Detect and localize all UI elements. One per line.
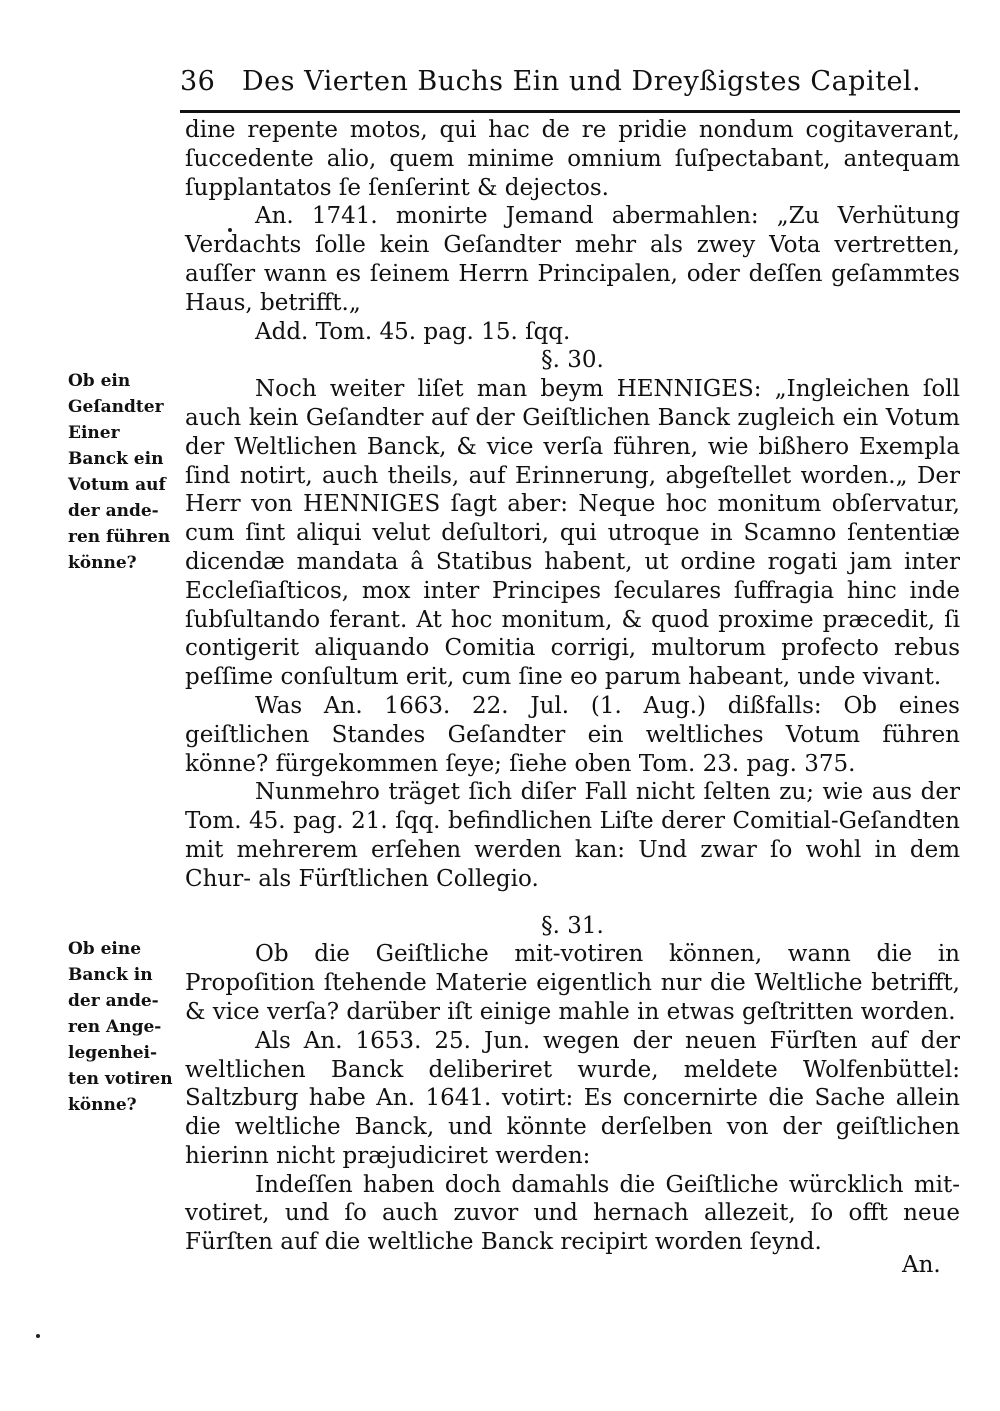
running-header <box>180 66 922 97</box>
paragraph-1653: Als An. 1653. 25. Jun. wegen der neuen Fürſten auf der weltlichen Banck deliberiret wurde, meldete Wolfenbüttel: Saltzburg habe An. 1641. votirt: Es concernirte die Sache allein die weltliche Banck, und könnte derſelben von der geiſtlichen hierinn nicht præjudiciret werden: <box>185 1027 960 1169</box>
running-title: Des Vierten Buchs Ein und Dreyßigstes Capitel. <box>242 66 922 97</box>
header-rule <box>180 110 960 113</box>
paragraph-addendum: Add. Tom. 45. pag. 15. ſqq. <box>255 318 571 345</box>
paragraph-question: Ob die Geiſtliche mit-votiren können, wann die in Propoſition ſtehende Materie eigentlich nur die Weltliche betrifft, & vice verſa? darüber iſt einige mahle in etwas geſtritten worden. <box>185 941 960 1025</box>
ink-speck <box>36 1334 40 1338</box>
paragraph-continuation: dine repente motos, qui hac de re pridie nondum cogitaverant, ſuccedente alio, quem minime omnium ſuſpectabant, antequam ſupplantatos ſe ſenſerint & dejectos. <box>185 117 960 201</box>
section-gap <box>185 894 960 912</box>
page-number: 36 <box>180 66 216 97</box>
paragraph-1663: Was An. 1663. 22. Jul. (1. Aug.) dißfalls: Ob eines geiſtlichen Standes Geſandter ein weltliches Votum führen könne? fürgekommen ſeye; ſiehe oben Tom. 23. pag. 375. <box>185 692 960 777</box>
paragraph-henniges: Noch weiter liſet man beym HENNIGES: „Ingleichen ſoll auch kein Geſandter auf der Geiſtlichen Banck zugleich ein Votum der Weltlichen Banck, & vice verſa führen, wie bißhero Exempla ſind notirt, auch theils, auf Erinnerung, abgeſtellet worden.„ Der Herr von HENNIGES ſagt aber: Neque hoc monitum obſervatur, cum ſint aliqui velut deſultori, qui utroque in Scamno ſententiæ dicendæ mandata â Statibus habent, ut ordine rogati jam inter Eccleſiaſticos, mox inter Principes ſeculares ſuffragia hinc inde ſubſultando ferant. At hoc monitum, & quod proxime præcedit, ſi contigerit aliquando Comitia corrigi, multorum profecto rebus peſſime conſultum erit, cum ſine eo parum habeant, unde vivant. <box>185 376 960 691</box>
main-text <box>185 116 960 1257</box>
ink-speck <box>228 228 232 232</box>
paragraph-indessen: Indeſſen haben doch damahls die Geiſtliche würcklich mit-votiret, und ſo auch zuvor und hernach allezeit, ſo offt neue Fürſten auf die weltliche Banck recipirt worden ſeynd. <box>185 1171 960 1256</box>
margin-note-2: Ob eine Banck in der ande- ren Ange- legenhei- ten votiren könne? <box>68 939 173 1115</box>
paragraph-1741: An. 1741. monirte Jemand abermahlen: „Zu Verhütung Verdachts ſolle kein Geſandter mehr als zwey Vota vertretten, auſſer wann es ſeinem Herrn Principalen, oder deſſen geſammtes Haus, betrifft.„ <box>185 203 960 316</box>
section-heading-31: §. 31. <box>541 912 604 939</box>
margin-note-1: Ob ein Geſandter Einer Banck ein Votum auf der ande- ren führen könne? <box>68 371 171 573</box>
paragraph-nunmehro: Nunmehro träget ſich diſer Fall nicht ſelten zu; wie aus der Tom. 45. pag. 21. ſqq. befindlichen Liſte derer Comitial-Geſandten mit mehrerem erſehen werden kan: Und zwar ſo wohl in dem Chur- als Fürſtlichen Collegio. <box>185 779 960 892</box>
section-heading-30: §. 30. <box>541 347 604 374</box>
catchword: An. <box>902 1252 941 1278</box>
